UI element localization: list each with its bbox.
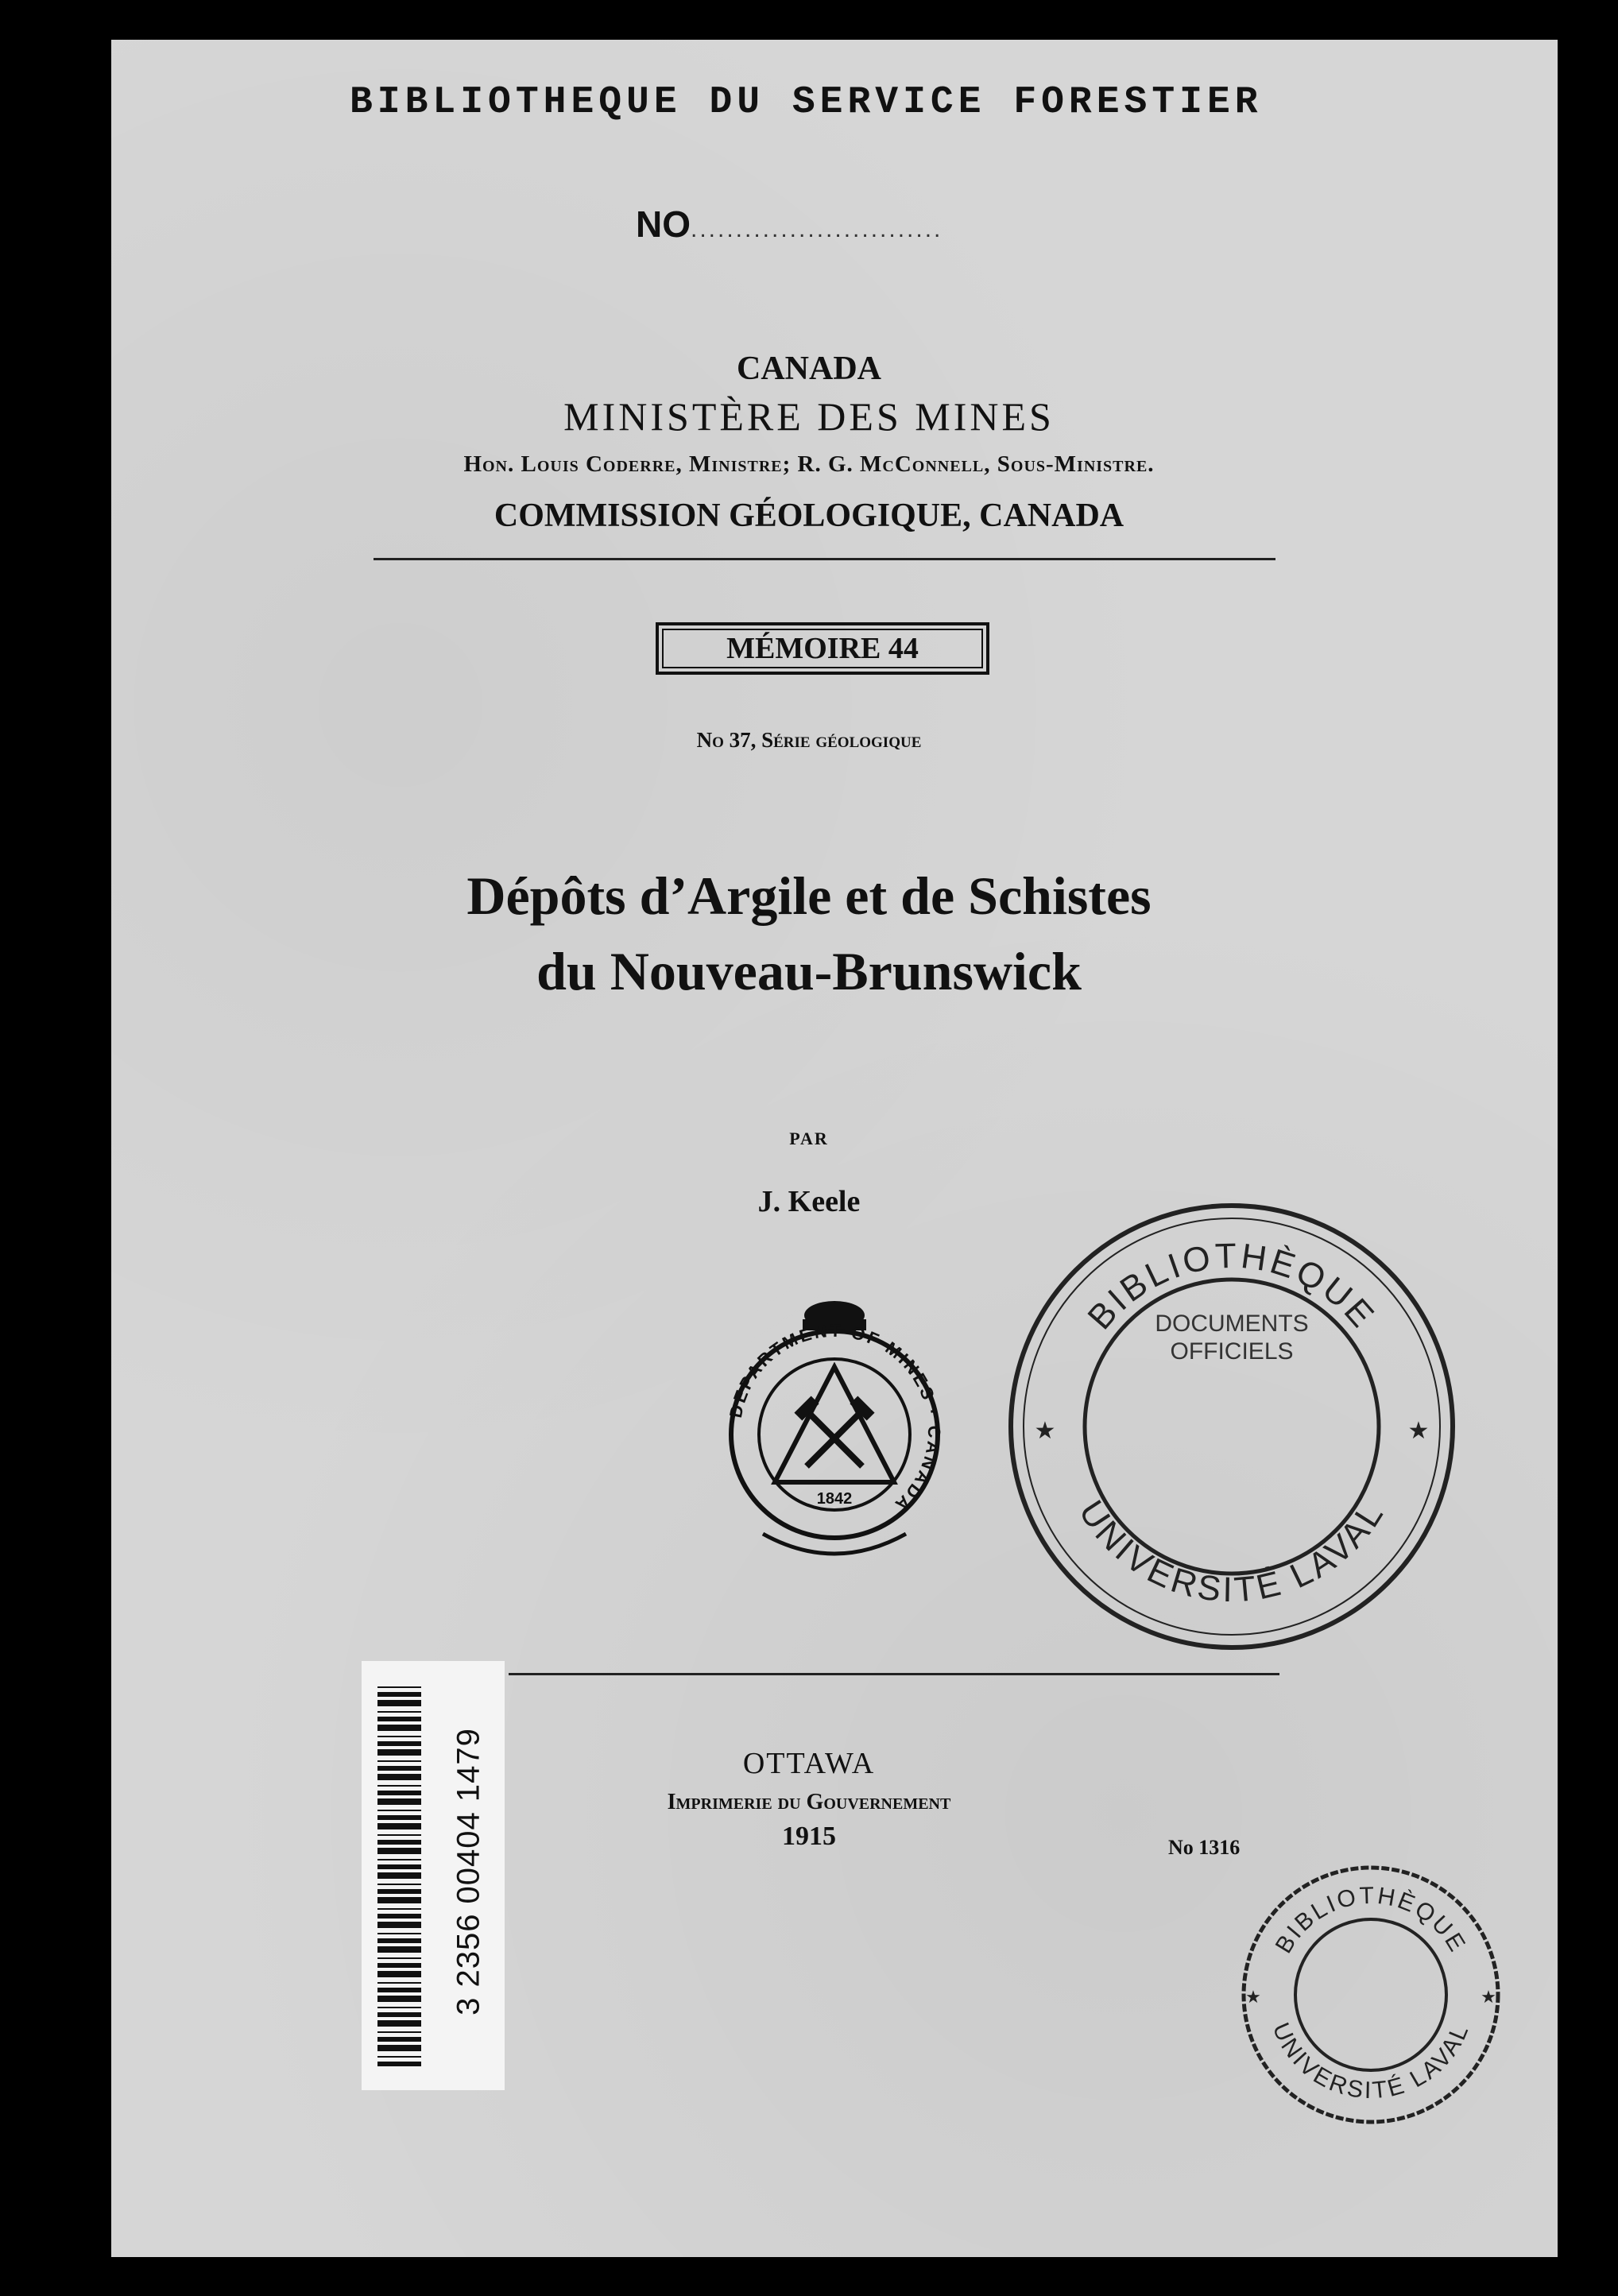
imprint-city: OTTAWA (742, 1747, 876, 1780)
series-line: No 37, Série géologique (696, 728, 922, 752)
memoire-label: MÉMOIRE 44 (726, 632, 919, 665)
svg-text:DEPARTMENT OF MINES · CANADA (726, 1321, 944, 1516)
large-stamp-officiels: OFFICIELS (1170, 1338, 1294, 1365)
large-stamp-bottom: UNIVERSITÉ LAVAL (1070, 1493, 1392, 1610)
library-stamp-header: BIBLIOTHEQUE DU SERVICE FORESTIER (350, 81, 1263, 124)
divider-rule (374, 558, 1275, 560)
svg-text:UNIVERSITÉ LAVAL (1268, 2019, 1475, 2104)
commission-heading: COMMISSION GÉOLOGIQUE, CANADA (494, 498, 1124, 534)
by-label: PAR (789, 1129, 829, 1148)
no-dots: ............................ (691, 216, 943, 242)
library-stamp-small (1236, 1860, 1506, 2130)
small-stamp-bottom: UNIVERSITÉ LAVAL (1267, 2019, 1475, 2104)
author-name: J. Keele (757, 1185, 861, 1218)
title-line-2: du Nouveau-Brunswick (536, 941, 1082, 1001)
title-line-1: Dépôts d’Argile et de Schistes (466, 865, 1152, 926)
accession-number-line (636, 203, 1192, 246)
library-stamp-large (1001, 1196, 1462, 1657)
svg-text:UNIVERSITÉ LAVAL (1071, 1493, 1392, 1609)
large-stamp-documents: DOCUMENTS (1155, 1311, 1309, 1337)
reference-number: No 1316 (1168, 1836, 1241, 1859)
barcode-label (362, 1661, 505, 2090)
imprint-printer: Imprimerie du Gouvernement (667, 1790, 951, 1814)
large-stamp-top: BIBLIOTHÈQUE (1080, 1236, 1384, 1338)
country-heading: CANADA (737, 350, 881, 387)
barcode-bars (377, 1685, 421, 2066)
star-icon: ★ (1481, 1987, 1496, 2007)
seal-year: 1842 (816, 1490, 853, 1508)
imprint-year: 1915 (782, 1822, 836, 1851)
star-icon: ★ (1245, 1987, 1261, 2007)
no-label: NO (636, 203, 691, 245)
geological-survey-seal (715, 1295, 954, 1574)
small-stamp-top: BIBLIOTHÈQUE (1270, 1882, 1472, 1958)
seal-ring-text: DEPARTMENT OF MINES · CANADA (725, 1320, 945, 1516)
barcode-number: 3 2356 00404 1479 (451, 1728, 486, 2015)
memoire-box (656, 622, 989, 675)
officials-line: Hon. Louis Coderre, Ministre; R. G. McConnell, Sous-Ministre. (463, 451, 1155, 477)
star-icon: ★ (1034, 1418, 1056, 1444)
divider-rule-bottom (509, 1673, 1279, 1675)
ministry-heading: MINISTÈRE DES MINES (563, 394, 1055, 439)
star-icon: ★ (1407, 1418, 1430, 1444)
